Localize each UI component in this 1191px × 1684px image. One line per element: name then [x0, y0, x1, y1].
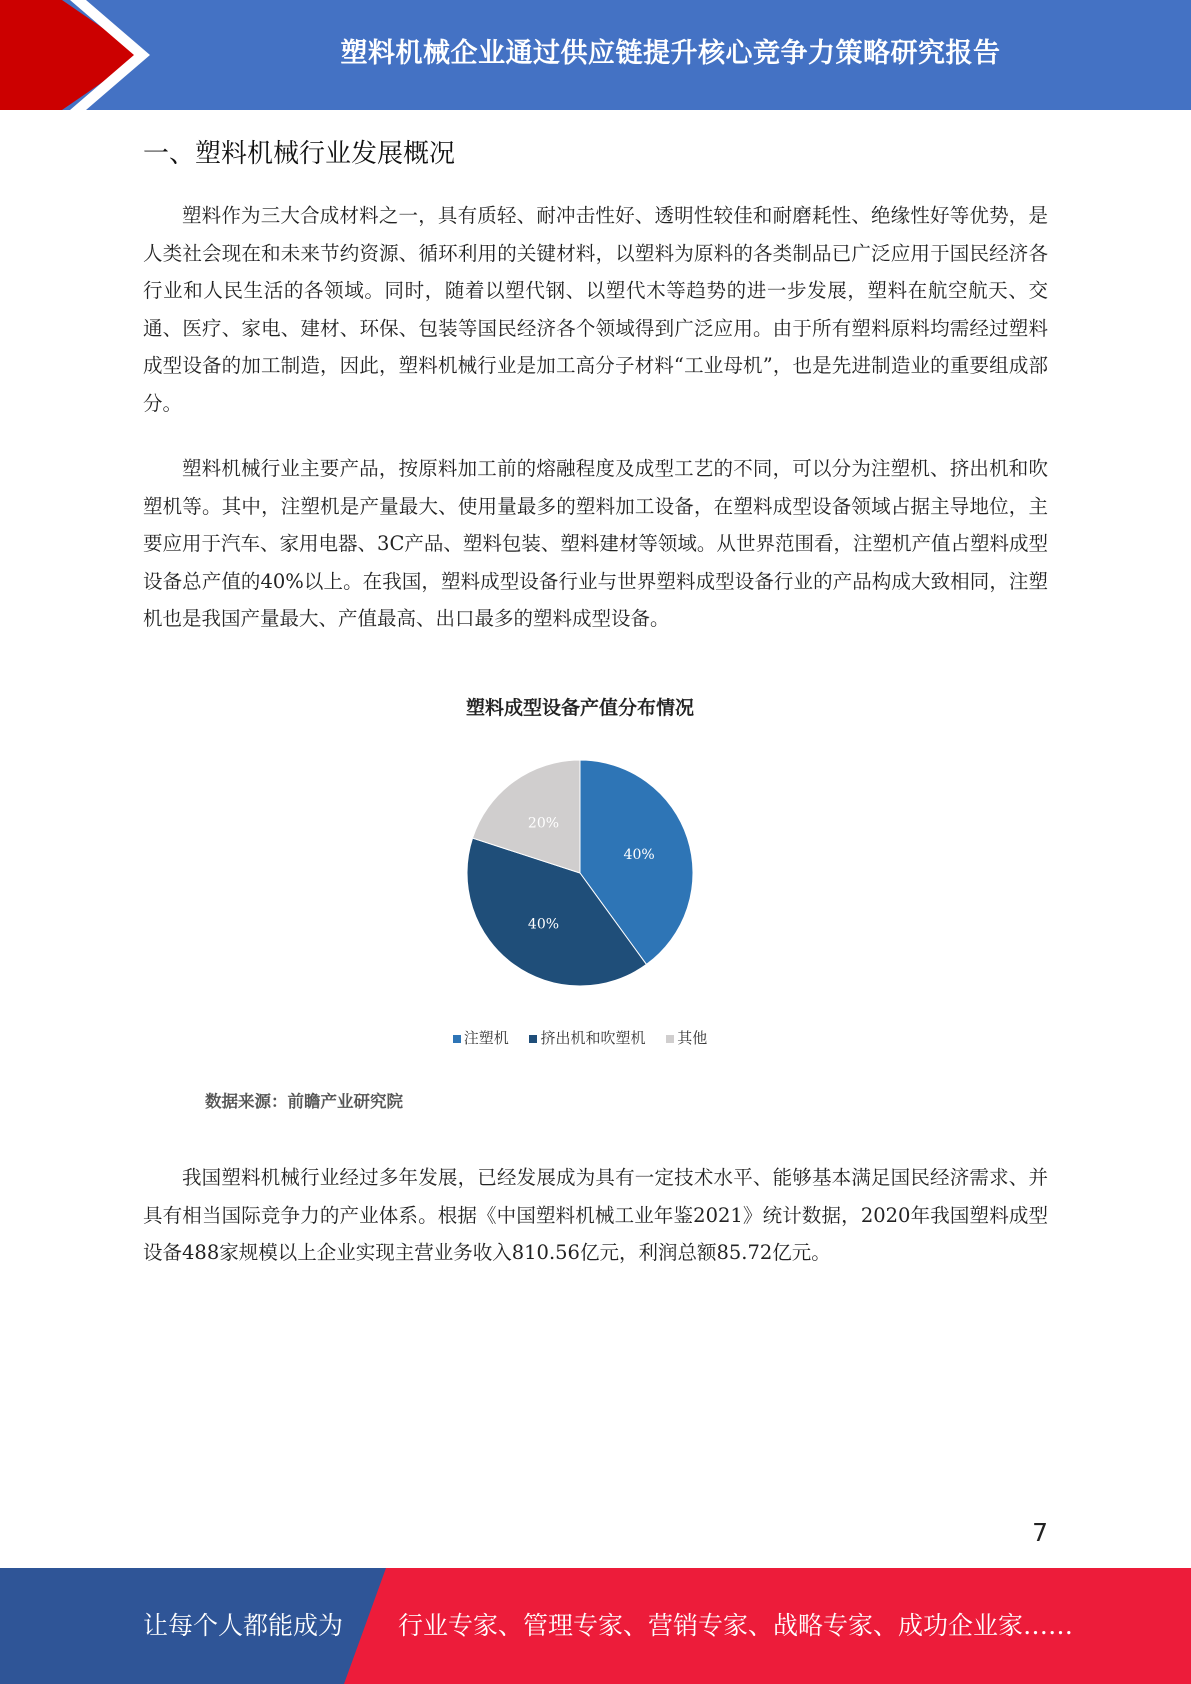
legend-item-injection	[453, 1027, 509, 1048]
report-title: 塑料机械企业通过供应链提升核心竞争力策略研究报告	[340, 37, 1001, 69]
pie-label-other: 20%	[527, 815, 560, 832]
header-arrow-red	[0, 0, 142, 110]
pie-label-injection: 40%	[623, 846, 655, 863]
footer-slogan-left: 让每个人都能成为	[143, 1611, 344, 1640]
legend-label-other: 其他	[677, 1029, 708, 1047]
chart-legend	[0, 1027, 1160, 1048]
page-footer	[0, 1568, 1191, 1684]
section-title: 一、塑料机械行业发展概况	[143, 139, 456, 169]
legend-item-other	[666, 1027, 707, 1048]
legend-swatch-other	[666, 1035, 674, 1043]
data-source: 数据来源：前瞻产业研究院	[205, 1092, 403, 1111]
chart-title: 塑料成型设备产值分布情况	[465, 697, 694, 719]
header-arrow-decoration	[0, 0, 160, 110]
page-number: 7	[1032, 1518, 1048, 1547]
pie-chart	[460, 755, 700, 995]
paragraph-products: 塑料机械行业主要产品，按原料加工前的熔融程度及成型工艺的不同，可以分为注塑机、挤出机和吹塑机等。其中，注塑机是产量最大、使用量最多的塑料加工设备，在塑料成型设备领域占据主导地位，主要应用于汽车、家用电器、3C产品、塑料包装、塑料建材等领域。从世界范围看，注塑机产值占塑料成型设备总产值的40%以上。在我国，塑料成型设备行业与世界塑料成型设备行业的产品构成大致相同，注塑机也是我国产量最大、产值最高、出口最多的塑料成型设备。	[143, 457, 1048, 630]
legend-label-injection: 注塑机	[463, 1029, 509, 1047]
footer-slogan-right: 行业专家、管理专家、营销专家、战略专家、成功企业家……	[398, 1611, 1074, 1640]
paragraph-intro: 塑料作为三大合成材料之一，具有质轻、耐冲击性好、透明性较佳和耐磨耗性、绝缘性好等优势，是人类社会现在和未来节约资源、循环利用的关键材料，以塑料为原料的各类制品已广泛应用于国民经济各行业和人民生活的各领域。同时，随着以塑代钢、以塑代木等趋势的进一步发展，塑料在航空航天、交通、医疗、家电、建材、环保、包装等国民经济各个领域得到广泛应用。由于所有塑料原料均需经过塑料成型设备的加工制造，因此，塑料机械行业是加工高分子材料“工业母机”，也是先进制造业的重要组成部分。	[143, 204, 1048, 415]
legend-swatch-injection	[453, 1035, 461, 1043]
legend-swatch-extrusion	[529, 1035, 537, 1043]
page-header	[0, 0, 1191, 110]
paragraph-industry-stats: 我国塑料机械行业经过多年发展，已经发展成为具有一定技术水平、能够基本满足国民经济需求、并具有相当国际竞争力的产业体系。根据《中国塑料机械工业年鉴2021》统计数据，2020年我国塑料成型设备488家规模以上企业实现主营业务收入810.56亿元，利润总额85.72亿元。	[143, 1166, 1048, 1264]
legend-label-extrusion: 挤出机和吹塑机	[540, 1029, 646, 1047]
legend-item-extrusion	[529, 1027, 645, 1048]
pie-label-extrusion: 40%	[527, 916, 560, 933]
